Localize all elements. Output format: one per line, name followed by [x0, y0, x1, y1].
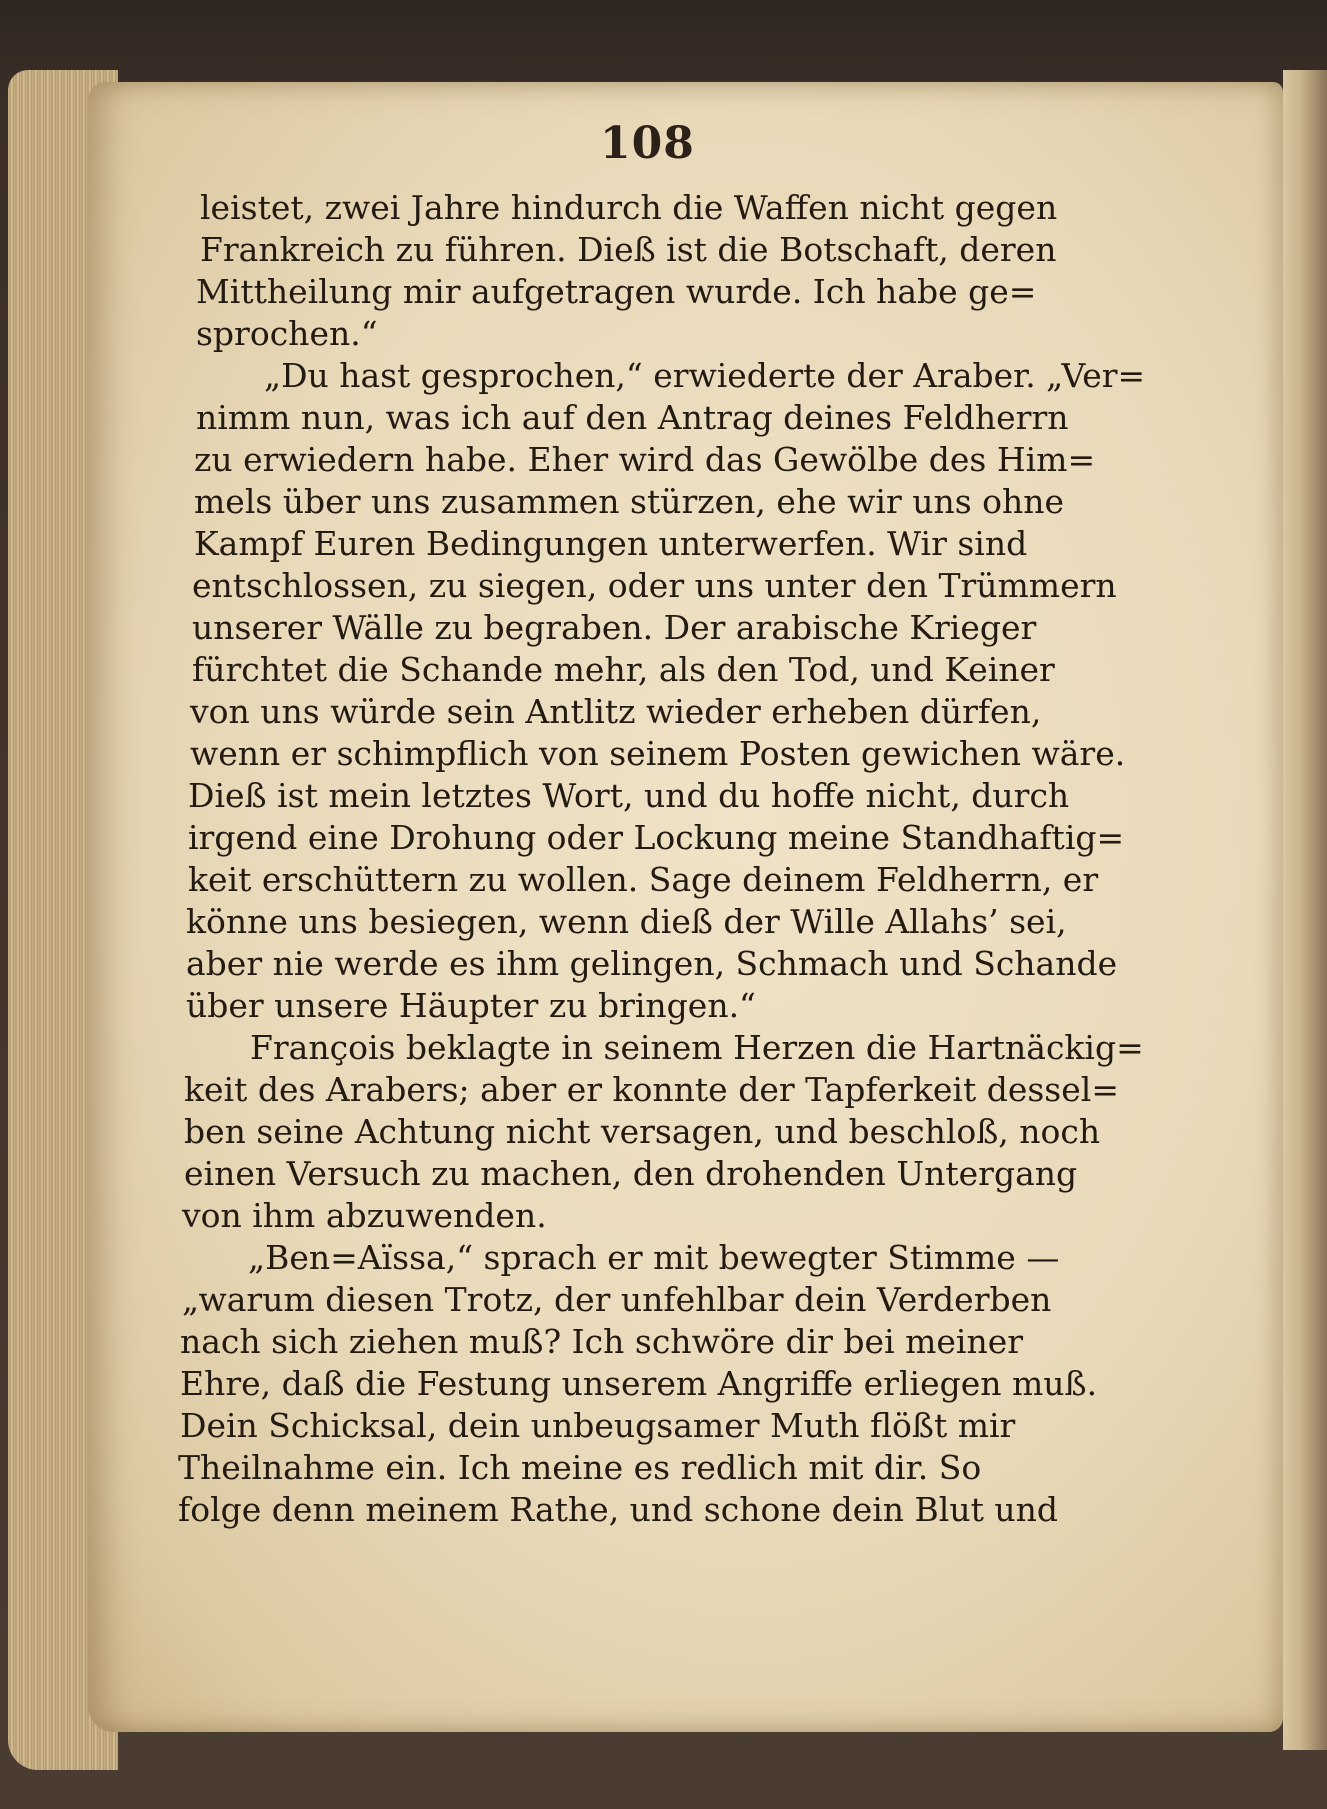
- text-line: einen Versuch zu machen, den drohenden Untergang: [184, 1154, 1078, 1193]
- text-line: ben seine Achtung nicht versagen, und beschloß, noch: [184, 1112, 1101, 1151]
- text-line: keit erschüttern zu wollen. Sage deinem Feldherrn, er: [188, 860, 1099, 899]
- text-line: keit des Arabers; aber er konnte der Tapferkeit dessel=: [184, 1070, 1119, 1109]
- text-line: über unsere Häupter zu bringen.“: [186, 986, 756, 1025]
- text-line: nimm nun, was ich auf den Antrag deines Feldherrn: [196, 398, 1069, 437]
- text-line: Ehre, daß die Festung unserem Angriffe erliegen muß.: [180, 1364, 1098, 1403]
- text-line: „warum diesen Trotz, der unfehlbar dein Verderben: [182, 1280, 1052, 1319]
- text-line: Theilnahme ein. Ich meine es redlich mit dir. So: [178, 1448, 982, 1487]
- text-line: zu erwiedern habe. Eher wird das Gewölbe des Him=: [194, 440, 1096, 479]
- text-line: Dieß ist mein letztes Wort, und du hoffe nicht, durch: [188, 776, 1070, 815]
- text-line: irgend eine Drohung oder Lockung meine Standhaftig=: [188, 818, 1125, 857]
- text-line: „Ben=Aïssa,“ sprach er mit bewegter Stimme —: [248, 1238, 1060, 1277]
- text-line: wenn er schimpflich von seinem Posten gewichen wäre.: [190, 734, 1126, 773]
- text-line: von uns würde sein Antlitz wieder erheben dürfen,: [190, 692, 1042, 731]
- text-line: Dein Schicksal, dein unbeugsamer Muth flößt mir: [180, 1406, 1016, 1445]
- text-line: François beklagte in seinem Herzen die Hartnäckig=: [250, 1028, 1144, 1067]
- text-line: könne uns besiegen, wenn dieß der Wille Allahs’ sei,: [186, 902, 1067, 941]
- text-line: „Du hast gesprochen,“ erwiederte der Araber. „Ver=: [264, 356, 1146, 395]
- text-line: sprochen.“: [196, 314, 378, 353]
- text-line: fürchtet die Schande mehr, als den Tod, und Keiner: [192, 650, 1055, 689]
- text-line: leistet, zwei Jahre hindurch die Waffen nicht gegen: [200, 188, 1058, 227]
- text-line: entschlossen, zu siegen, oder uns unter den Trümmern: [192, 566, 1117, 605]
- text-line: unserer Wälle zu begraben. Der arabische Krieger: [192, 608, 1037, 647]
- page-number: 108: [600, 118, 695, 169]
- text-line: Mittheilung mir aufgetragen wurde. Ich habe ge=: [196, 272, 1037, 311]
- text-line: von ihm abzuwenden.: [182, 1196, 547, 1235]
- text-line: nach sich ziehen muß? Ich schwöre dir bei meiner: [180, 1322, 1024, 1361]
- text-line: aber nie werde es ihm gelingen, Schmach und Schande: [186, 944, 1118, 983]
- text-line: folge denn meinem Rathe, und schone dein Blut und: [178, 1490, 1058, 1529]
- text-line: Frankreich zu führen. Dieß ist die Botschaft, deren: [200, 230, 1057, 269]
- text-line: mels über uns zusammen stürzen, ehe wir uns ohne: [194, 482, 1065, 521]
- text-line: Kampf Euren Bedingungen unterwerfen. Wir sind: [194, 524, 1028, 563]
